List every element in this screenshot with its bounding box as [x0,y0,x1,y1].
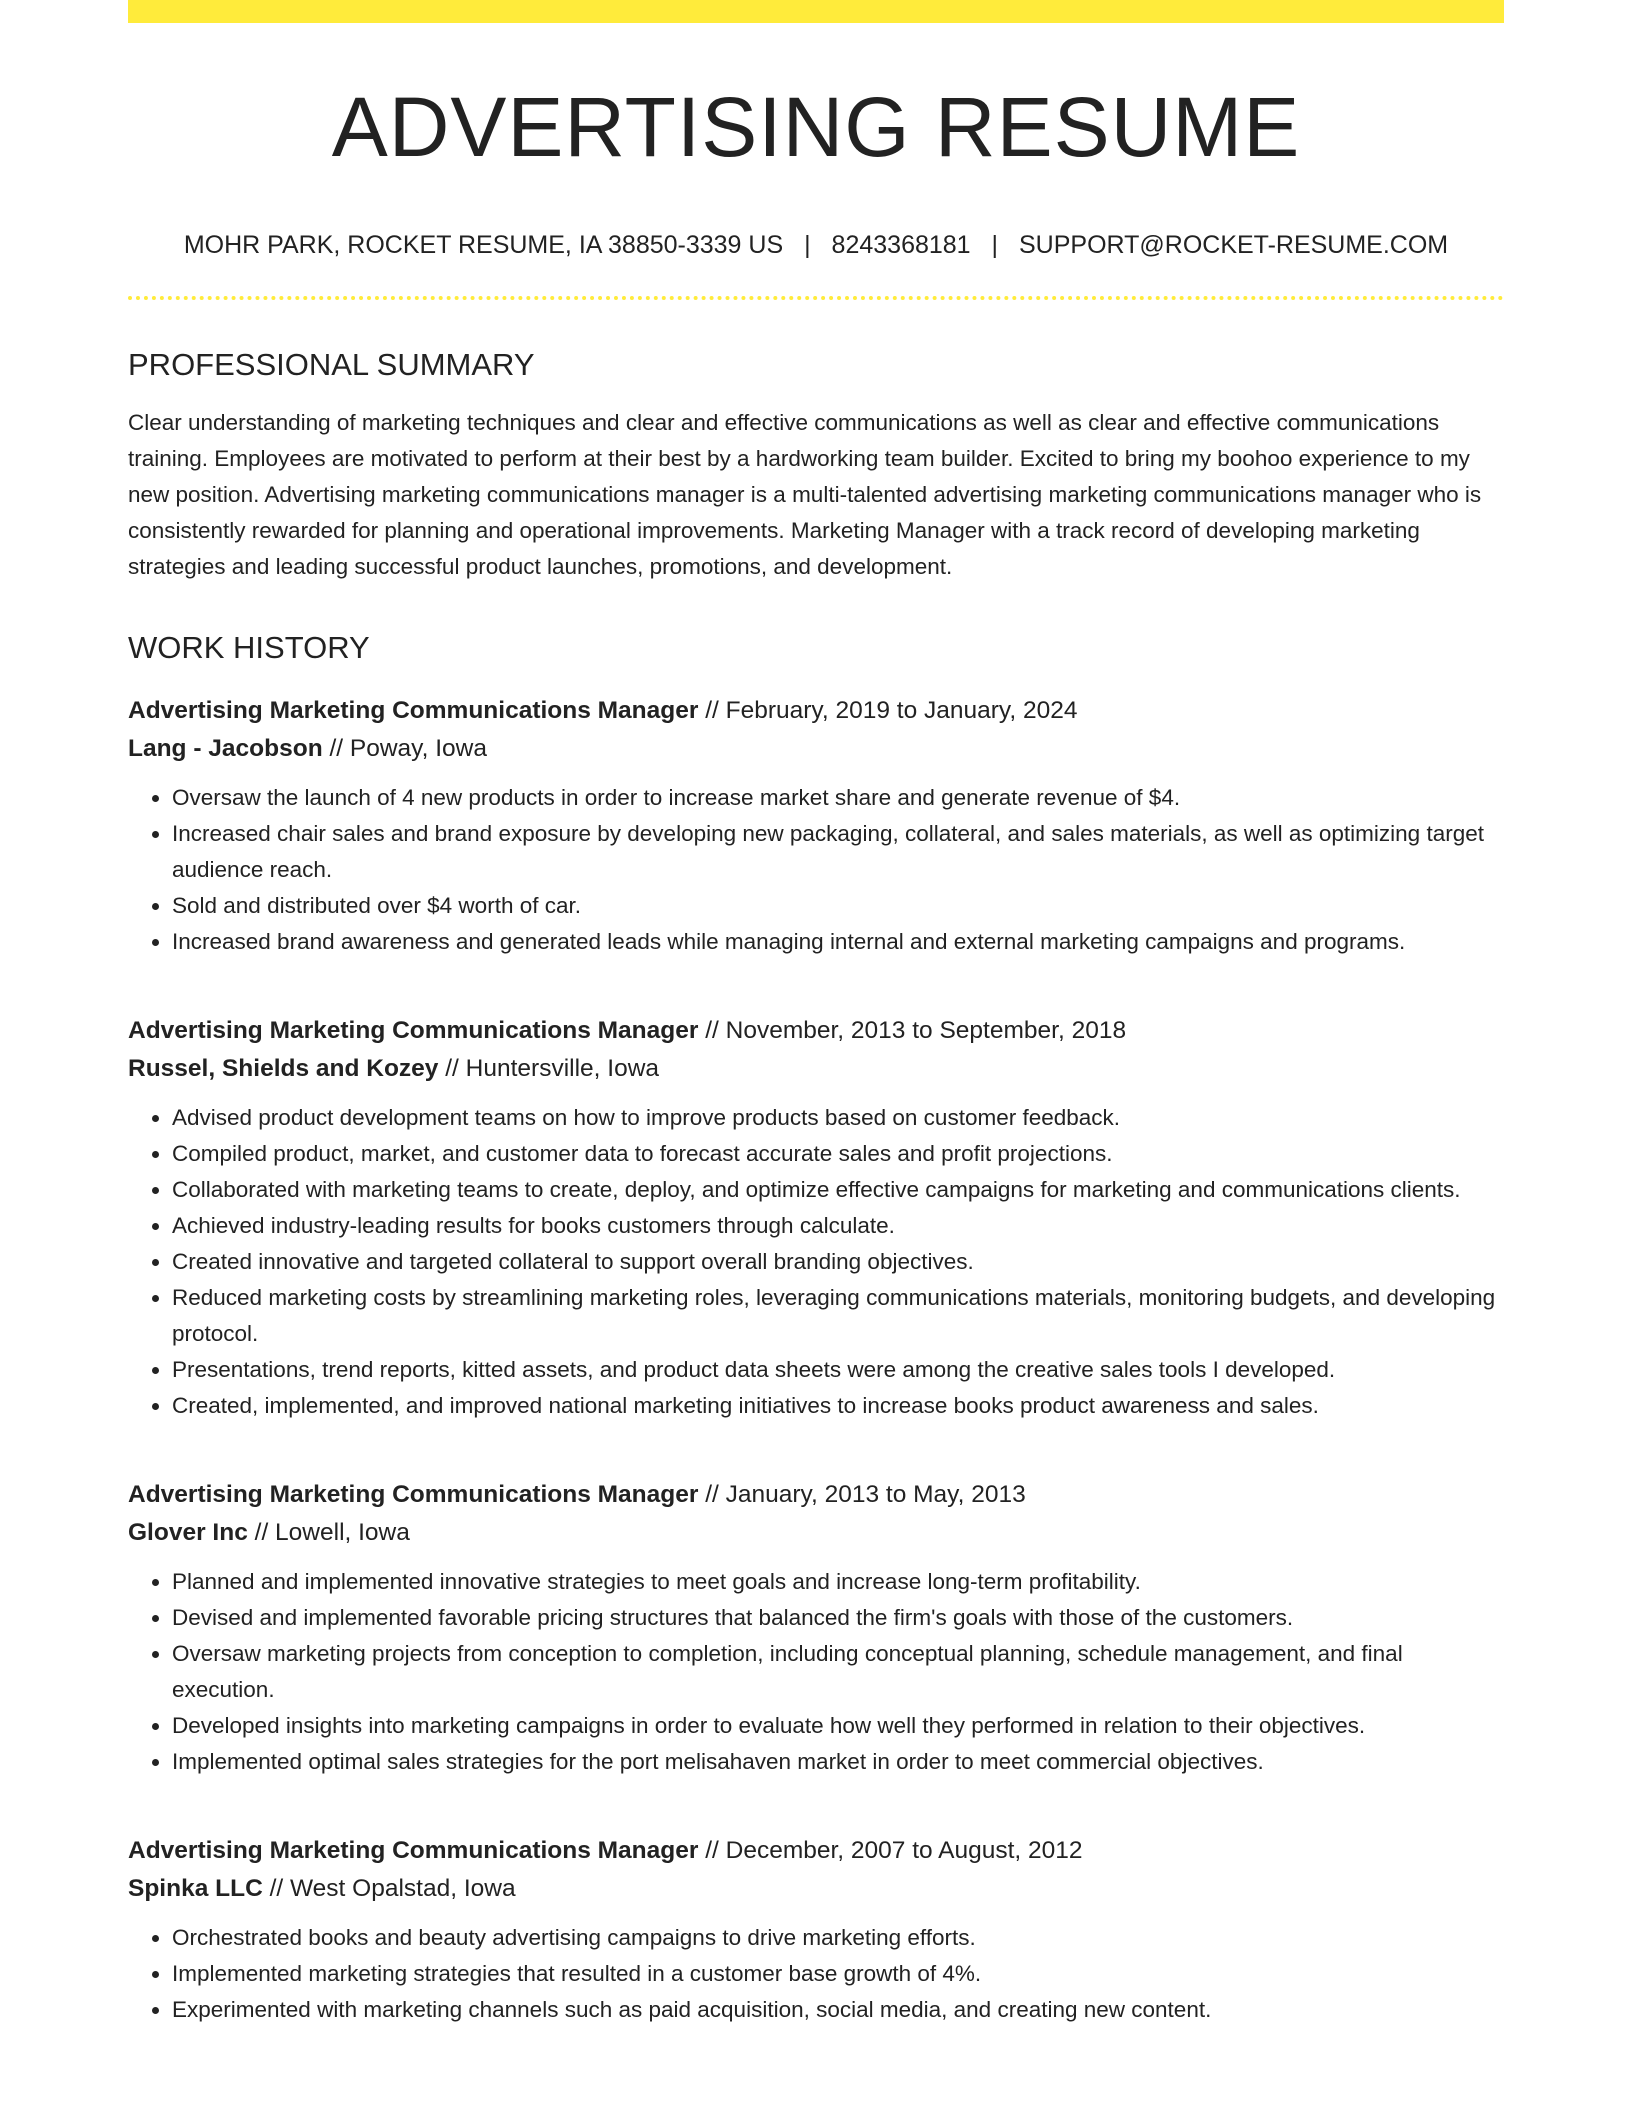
job-company-line [128,1870,1504,1908]
job-bullet: • Increased chair sales and brand exposure by developing new packaging, collateral, and sales materials, as well as optimizing target audience reach. [172,816,1504,888]
contact-separator: | [991,230,999,259]
job-company-line [128,1050,1504,1088]
job-bullets [128,1564,1504,1780]
job-entry [128,1476,1504,1780]
job-bullet: • Sold and distributed over $4 worth of car. [172,888,1504,924]
job-bullet: • Oversaw the launch of 4 new products in order to increase market share and generate revenue of $4. [172,780,1504,816]
job-title-line [128,1832,1504,1870]
job-location: // Huntersville, Iowa [438,1054,660,1082]
job-location: // Poway, Iowa [322,734,487,762]
contact-email: SUPPORT@ROCKET-RESUME.COM [1019,230,1449,259]
contact-phone: 8243368181 [831,230,971,259]
header-divider [128,296,1504,300]
job-bullet: • Orchestrated books and beauty advertising campaigns to drive marketing efforts. [172,1920,1504,1956]
job-dates: // February, 2019 to January, 2024 [698,696,1078,724]
job-bullet: • Compiled product, market, and customer data to forecast accurate sales and profit projections. [172,1136,1504,1172]
job-bullet: • Created innovative and targeted collateral to support overall branding objectives. [172,1244,1504,1280]
job-dates: // January, 2013 to May, 2013 [698,1480,1026,1508]
job-title-line [128,1012,1504,1050]
summary-text: Clear understanding of marketing techniques and clear and effective communications as well as clear and effective communications training. Employees are motivated to perform at their best by a hardworking team builder. Excited to bring my boohoo experience to my new position. Advertising marketing communications manager is a multi-talented advertising marketing communications manager who is consistently rewarded for planning and operational improvements. Marketing Manager with a track record of developing marketing strategies and leading successful product launches, promotions, and development. [128,409,1482,579]
job-dates: // December, 2007 to August, 2012 [698,1836,1083,1864]
job-bullets [128,1100,1504,1424]
job-dates: // November, 2013 to September, 2018 [698,1016,1127,1044]
contact-address: MOHR PARK, ROCKET RESUME, IA 38850-3339 US [183,230,784,259]
job-bullet: • Implemented optimal sales strategies for the port melisahaven market in order to meet commercial objectives. [172,1744,1504,1780]
job-entry [128,692,1504,960]
resume-page [128,0,1504,2028]
job-company: Russel, Shields and Kozey [128,1054,439,1082]
job-bullet: • Reduced marketing costs by streamlining marketing roles, leveraging communications materials, monitoring budgets, and developing protocol. [172,1280,1504,1352]
job-bullets [128,780,1504,960]
summary-heading: PROFESSIONAL SUMMARY [128,346,535,382]
job-company: Glover Inc [128,1518,248,1546]
job-company: Lang - Jacobson [128,734,323,762]
job-bullet: • Collaborated with marketing teams to create, deploy, and optimize effective campaigns for marketing and communications clients. [172,1172,1504,1208]
job-bullet: • Implemented marketing strategies that resulted in a customer base growth of 4%. [172,1956,1504,1992]
job-location: // Lowell, Iowa [247,1518,410,1546]
job-title: Advertising Marketing Communications Manager [128,1836,699,1864]
job-entry [128,1012,1504,1424]
top-accent-bar [128,0,1504,23]
job-company-line [128,1514,1504,1552]
job-bullet: • Achieved industry-leading results for books customers through calculate. [172,1208,1504,1244]
work-history-heading: WORK HISTORY [128,629,370,665]
job-title: Advertising Marketing Communications Manager [128,696,699,724]
job-bullet: • Advised product development teams on how to improve products based on customer feedback. [172,1100,1504,1136]
job-company-line [128,730,1504,768]
job-bullets [128,1920,1504,2028]
job-bullet: • Planned and implemented innovative strategies to meet goals and increase long-term profitability. [172,1564,1504,1600]
job-bullet: • Developed insights into marketing campaigns in order to evaluate how well they performed in relation to their objectives. [172,1708,1504,1744]
contact-separator: | [804,230,811,259]
resume-title: ADVERTISING RESUME [331,80,1301,174]
job-bullet: • Experimented with marketing channels such as paid acquisition, social media, and creating new content. [172,1992,1504,2028]
job-bullet: • Presentations, trend reports, kitted assets, and product data sheets were among the creative sales tools I developed. [172,1352,1504,1388]
job-title-line [128,692,1504,730]
job-bullet: • Created, implemented, and improved national marketing initiatives to increase books product awareness and sales. [172,1388,1504,1424]
job-title: Advertising Marketing Communications Manager [128,1016,699,1044]
job-location: // West Opalstad, Iowa [262,1874,516,1902]
job-bullet: • Devised and implemented favorable pricing structures that balanced the firm's goals with those of the customers. [172,1600,1504,1636]
job-bullet: • Oversaw marketing projects from conception to completion, including conceptual planning, schedule management, and final execution. [172,1636,1504,1708]
job-bullet: • Increased brand awareness and generated leads while managing internal and external marketing campaigns and programs. [172,924,1504,960]
contact-line [128,230,1504,260]
job-company: Spinka LLC [128,1874,263,1902]
job-title-line [128,1476,1504,1514]
job-title: Advertising Marketing Communications Manager [128,1480,699,1508]
job-entry [128,1832,1504,2028]
